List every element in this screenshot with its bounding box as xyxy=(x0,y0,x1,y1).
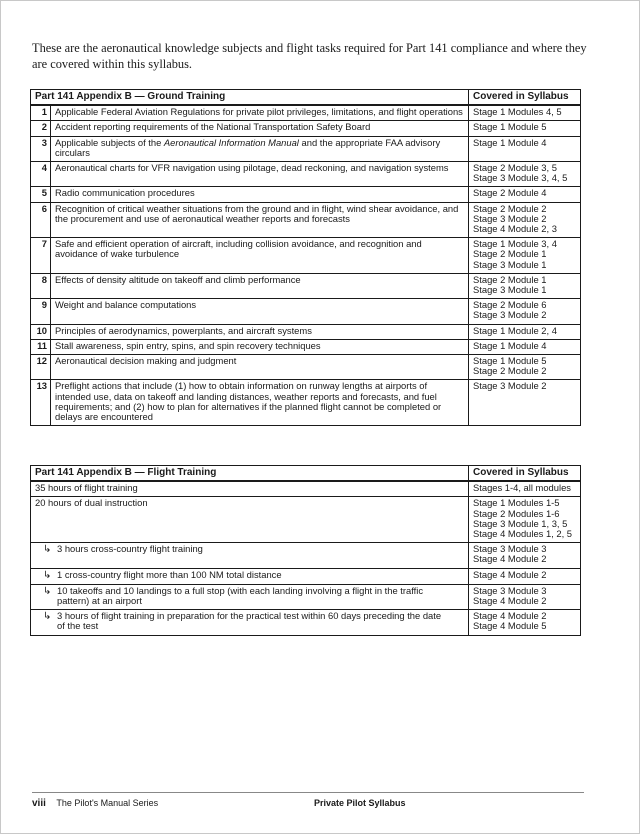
subject-text: Applicable subjects of the xyxy=(55,136,164,148)
row-number: 3 xyxy=(31,136,51,161)
subject-cell: Aeronautical decision making and judgment xyxy=(51,355,469,380)
covered-cell: Stage 1 Modules 1-5 Stage 2 Modules 1-6 Stage 3 Module 1, 3, 5 Stage 4 Modules 1, 2, 5 xyxy=(469,497,581,543)
flight-training-table xyxy=(30,465,581,636)
subtask-arrow-icon: ↳ xyxy=(43,569,52,581)
ground-training-table xyxy=(30,89,581,426)
intro-paragraph: These are the aeronautical knowledge subjects and flight tasks required for Part 141 compliance and where they are covered within this syllabus. xyxy=(32,41,587,71)
table-row xyxy=(31,481,581,497)
subject-cell: Preflight actions that include (1) how to obtain information on runway lengths at airports of intended use, data on takeoff and landing distances, weather reports and forecasts, and fuel requirements; and (2) how to plan for alternatives if the planned flight cannot be completed or delays are encountered xyxy=(51,380,469,426)
task-cell xyxy=(31,543,469,568)
row-number: 7 xyxy=(31,238,51,274)
table-row xyxy=(31,380,581,426)
subject-cell: Aeronautical charts for VFR navigation using pilotage, dead reckoning, and navigation systems xyxy=(51,162,469,187)
table-row xyxy=(31,105,581,121)
row-number: 10 xyxy=(31,324,51,339)
page-footer xyxy=(32,798,584,809)
row-number: 13 xyxy=(31,380,51,426)
row-number: 9 xyxy=(31,299,51,324)
table-row xyxy=(31,497,581,543)
subject-cell: Principles of aerodynamics, powerplants, and aircraft systems xyxy=(51,324,469,339)
table-row xyxy=(31,568,581,584)
publication-title: Aeronautical Information Manual xyxy=(163,136,299,148)
flight-training-header: Part 141 Appendix B — Flight Training xyxy=(31,466,469,482)
subject-text: and the appropriate FAA advisory circulars xyxy=(55,136,441,158)
table-row xyxy=(31,136,581,161)
covered-cell: Stage 1 Module 4 xyxy=(469,339,581,354)
covered-cell: Stage 2 Module 1 Stage 3 Module 1 xyxy=(469,273,581,298)
covered-cell: Stage 3 Module 3 Stage 4 Module 2 xyxy=(469,543,581,568)
covered-cell: Stage 1 Module 2, 4 xyxy=(469,324,581,339)
subject-cell: Applicable Federal Aviation Regulations for private pilot privileges, limitations, and flight operations xyxy=(51,105,469,121)
covered-cell: Stage 3 Module 3 Stage 4 Module 2 xyxy=(469,584,581,609)
table-row xyxy=(31,162,581,187)
subject-cell: Accident reporting requirements of the National Transportation Safety Board xyxy=(51,121,469,136)
table-row xyxy=(31,324,581,339)
task-cell: 20 hours of dual instruction xyxy=(31,497,469,543)
subject-cell: Weight and balance computations xyxy=(51,299,469,324)
task-cell: 35 hours of flight training xyxy=(31,481,469,497)
subtask-arrow-icon: ↳ xyxy=(43,544,52,556)
subject-cell xyxy=(51,136,469,161)
row-number: 4 xyxy=(31,162,51,187)
row-number: 8 xyxy=(31,273,51,298)
table-row xyxy=(31,610,581,635)
subject-cell: Radio communication procedures xyxy=(51,187,469,202)
covered-cell: Stage 2 Module 6 Stage 3 Module 2 xyxy=(469,299,581,324)
row-number: 2 xyxy=(31,121,51,136)
table-row xyxy=(31,299,581,324)
row-number: 6 xyxy=(31,202,51,238)
row-number: 5 xyxy=(31,187,51,202)
covered-cell: Stage 4 Module 2 xyxy=(469,568,581,584)
task-cell xyxy=(31,610,469,635)
table-row xyxy=(31,543,581,568)
task-cell xyxy=(31,584,469,609)
covered-cell: Stage 1 Module 4 xyxy=(469,136,581,161)
task-text: 3 hours cross-country flight training xyxy=(57,543,203,555)
row-number: 11 xyxy=(31,339,51,354)
task-text: 10 takeoffs and 10 landings to a full stop (with each landing involving a flight in the traffic pattern) at an airport xyxy=(57,584,424,607)
subtask-arrow-icon: ↳ xyxy=(43,585,52,597)
table-row xyxy=(31,273,581,298)
table-row xyxy=(31,584,581,609)
subject-cell: Recognition of critical weather situations from the ground and in flight, wind shear avoidance, and the procurement and use of aeronautical weather reports and forecasts xyxy=(51,202,469,238)
book-title: Private Pilot Syllabus xyxy=(314,798,406,808)
covered-cell: Stage 3 Module 2 xyxy=(469,380,581,426)
covered-cell: Stages 1-4, all modules xyxy=(469,481,581,497)
flight-covered-header: Covered in Syllabus xyxy=(469,466,581,482)
task-text: 1 cross-country flight more than 100 NM total distance xyxy=(57,568,282,580)
ground-training-header: Part 141 Appendix B — Ground Training xyxy=(31,90,469,106)
ground-covered-header: Covered in Syllabus xyxy=(469,90,581,106)
subject-cell: Effects of density altitude on takeoff and climb performance xyxy=(51,273,469,298)
table-row xyxy=(31,238,581,274)
row-number: 12 xyxy=(31,355,51,380)
covered-cell: Stage 4 Module 2 Stage 4 Module 5 xyxy=(469,610,581,635)
covered-cell: Stage 2 Module 3, 5 Stage 3 Module 3, 4, 5 xyxy=(469,162,581,187)
series-name: The Pilot's Manual Series xyxy=(56,798,159,808)
table-row xyxy=(31,121,581,136)
page-number: viii xyxy=(32,798,46,809)
table-row xyxy=(31,339,581,354)
covered-cell: Stage 1 Module 5 Stage 2 Module 2 xyxy=(469,355,581,380)
row-number: 1 xyxy=(31,105,51,121)
covered-cell: Stage 2 Module 4 xyxy=(469,187,581,202)
covered-cell: Stage 2 Module 2 Stage 3 Module 2 Stage 4 Module 2, 3 xyxy=(469,202,581,238)
table-row xyxy=(31,202,581,238)
subtask-arrow-icon: ↳ xyxy=(43,611,52,623)
covered-cell: Stage 1 Modules 4, 5 xyxy=(469,105,581,121)
subject-cell: Stall awareness, spin entry, spins, and spin recovery techniques xyxy=(51,339,469,354)
task-cell xyxy=(31,568,469,584)
table-row xyxy=(31,187,581,202)
covered-cell: Stage 1 Module 3, 4 Stage 2 Module 1 Stage 3 Module 1 xyxy=(469,238,581,274)
table-row xyxy=(31,355,581,380)
task-text: 3 hours of flight training in preparation for the practical test within 60 days preceding the date of the test xyxy=(57,610,442,632)
footer-rule xyxy=(32,792,584,793)
covered-cell: Stage 1 Module 5 xyxy=(469,121,581,136)
subject-cell: Safe and efficient operation of aircraft, including collision avoidance, and recognition and avoidance of wake turbulence xyxy=(51,238,469,274)
